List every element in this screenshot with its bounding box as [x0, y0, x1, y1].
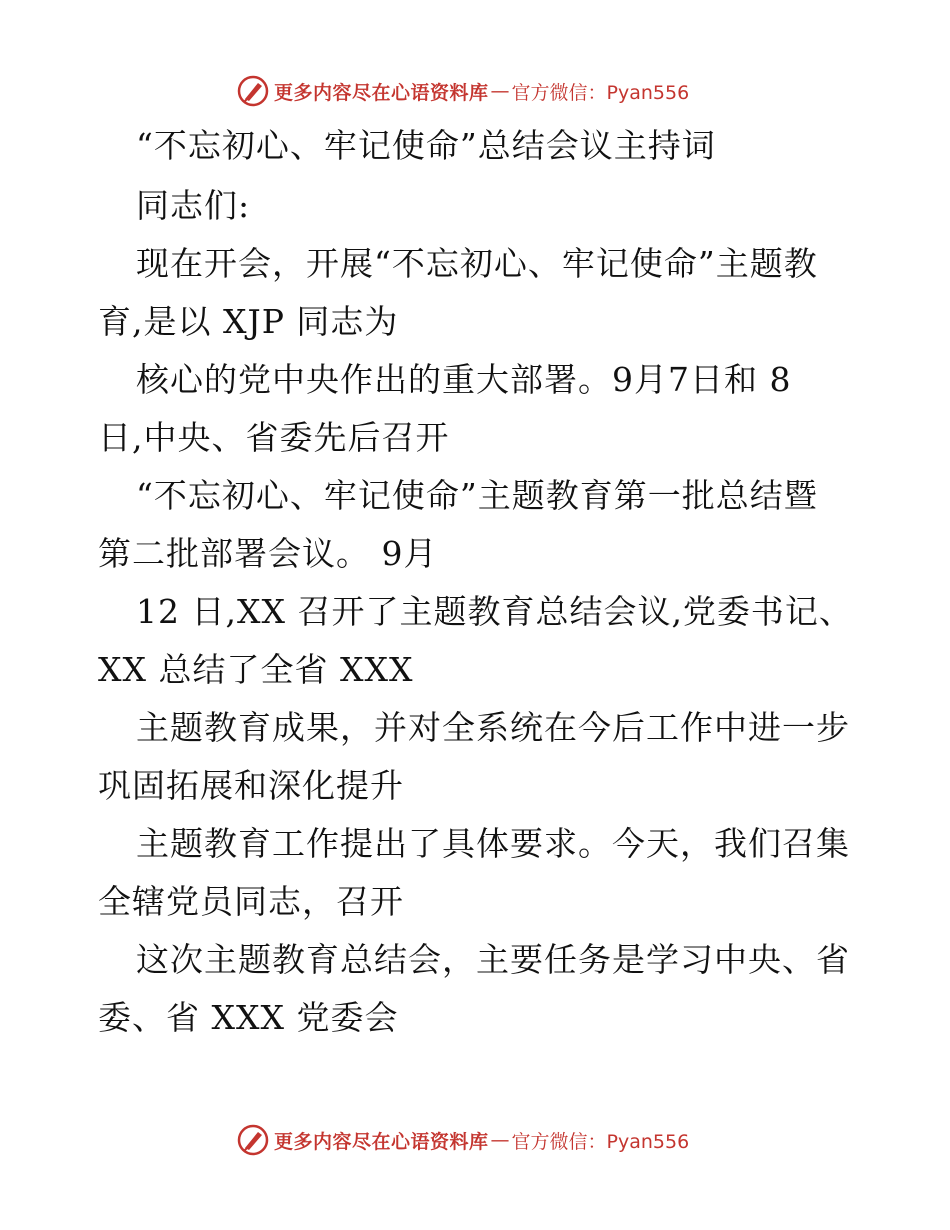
- text-line: 现在开会，开展“不忘初心、牢记使命”主题教: [136, 244, 818, 283]
- text-line: 同志们:: [136, 186, 251, 225]
- quill-pen-logo-icon: [236, 74, 270, 108]
- banner-wechat-text: 官方微信：Pyan556: [511, 81, 690, 104]
- banner-wechat-text: 官方微信：Pyan556: [511, 1130, 690, 1153]
- banner-brand-text: 更多内容尽在心语资料库: [274, 1130, 489, 1153]
- text-line: 委、省 XXX 党委会: [98, 998, 399, 1037]
- quill-pen-logo-icon: [236, 1123, 270, 1157]
- text-line: 主题教育工作提出了具体要求。今天，我们召集: [136, 824, 850, 863]
- header-banner: [236, 74, 689, 108]
- document-title: “不忘初心、牢记使命”总结会议主持词: [136, 126, 716, 165]
- text-line: 这次主题教育总结会，主要任务是学习中央、省: [136, 940, 850, 979]
- text-line: 核心的党中央作出的重大部署。9月7日和 8: [136, 360, 792, 399]
- text-line: 第二批部署会议。 9月: [98, 534, 438, 573]
- text-line: “不忘初心、牢记使命”主题教育第一批总结暨: [136, 476, 818, 515]
- text-line: XX 总结了全省 XXX: [98, 650, 414, 689]
- text-line: 主题教育成果，并对全系统在今后工作中进一步: [136, 708, 850, 747]
- banner-brand-text: 更多内容尽在心语资料库: [274, 81, 489, 104]
- banner-dash: —: [490, 80, 510, 102]
- text-line: 12 日,XX 召开了主题教育总结会议,党委书记、: [136, 592, 853, 631]
- text-line: 全辖党员同志，召开: [98, 882, 404, 921]
- footer-banner: [236, 1123, 689, 1157]
- text-line: 育,是以 XJP 同志为: [98, 302, 399, 341]
- banner-dash: —: [490, 1129, 510, 1151]
- text-line: 日,中央、省委先后召开: [98, 418, 450, 457]
- text-line: 巩固拓展和深化提升: [98, 766, 404, 805]
